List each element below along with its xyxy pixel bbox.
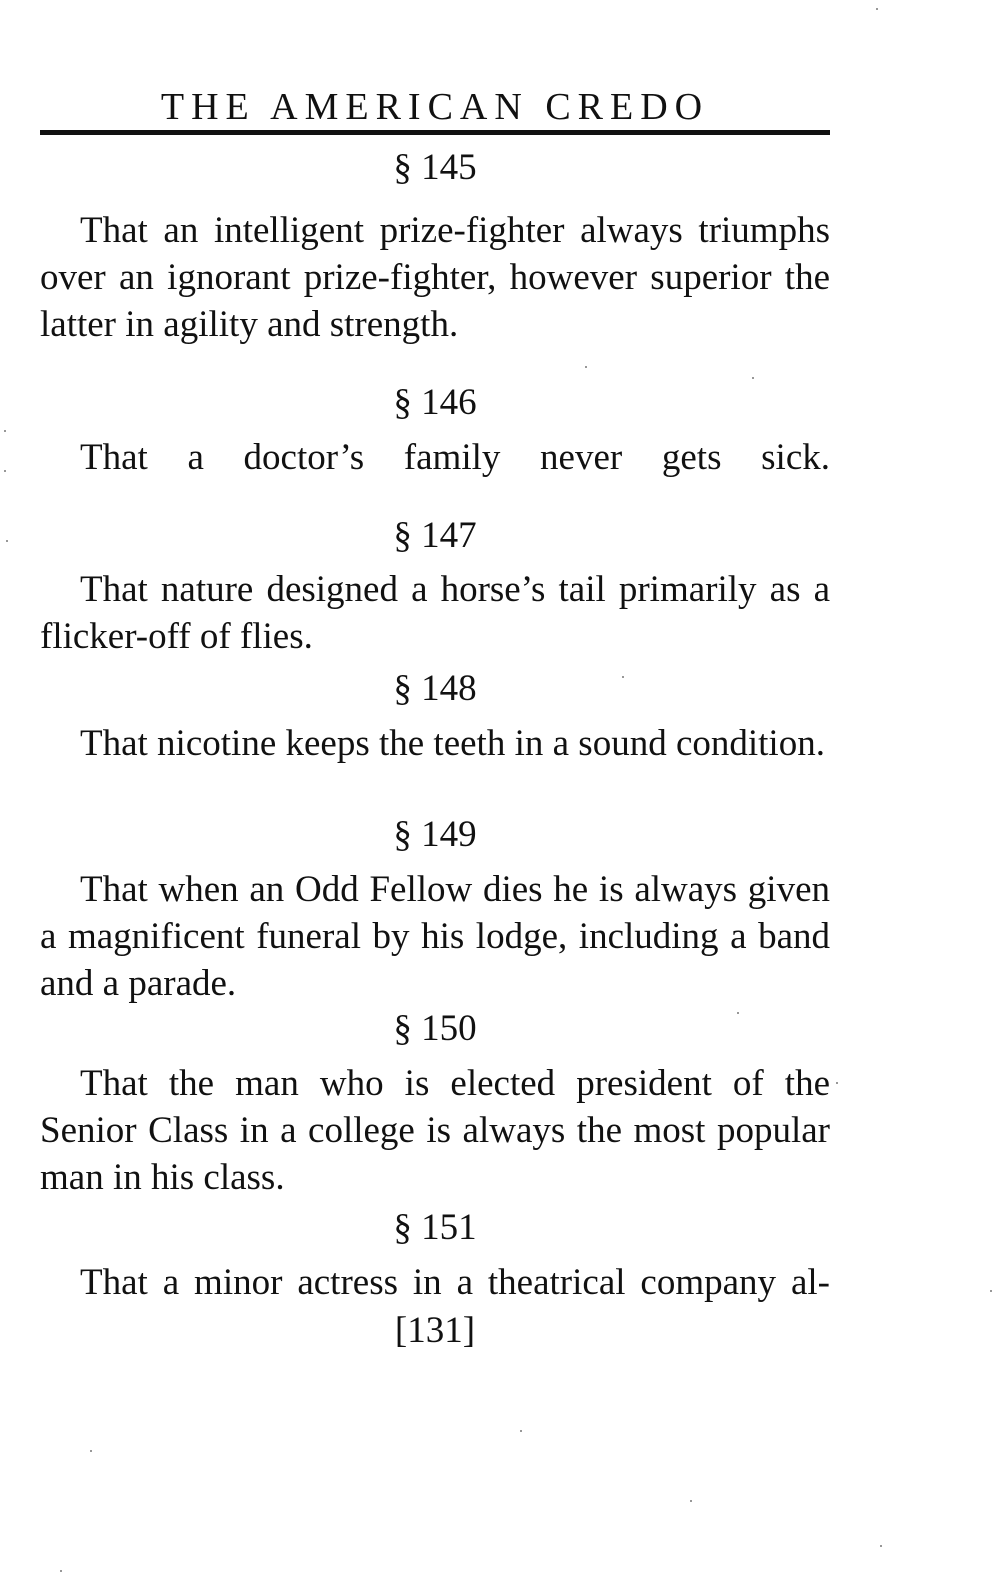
header-rule	[40, 130, 830, 135]
entry-149-text: That when an Odd Fellow dies he is always given a magnificent funeral by his lodge, including a band and a parade.	[40, 869, 830, 1004]
section-mark-147: § 147	[393, 515, 477, 556]
section-mark-145: § 145	[393, 147, 477, 188]
entry-151-text: That a minor actress in a theatrical company al-	[80, 1262, 830, 1303]
entry-148-text: That nicotine keeps the teeth in a sound condition.	[80, 723, 825, 764]
entry-145-text: That an intelligent prize-fighter always triumphs over an ignorant prize-fighter, however superior the latter in agility and strength.	[40, 210, 830, 345]
section-mark-149: § 149	[393, 814, 477, 855]
entry-147-text: That nature designed a horse’s tail primarily as a flicker-off of flies.	[40, 569, 830, 657]
section-mark-151: § 151	[393, 1207, 477, 1248]
running-head: THE AMERICAN CREDO	[160, 86, 710, 128]
entry-146-text: That a doctor’s family never gets sick.	[80, 437, 830, 478]
section-mark-150: § 150	[393, 1008, 477, 1049]
section-mark-148: § 148	[393, 668, 477, 709]
page-number: [131]	[394, 1310, 476, 1351]
section-mark-146: § 146	[393, 382, 477, 423]
entry-150-text: That the man who is elected president of the Senior Class in a college is always the most popular man in his class.	[40, 1063, 830, 1198]
